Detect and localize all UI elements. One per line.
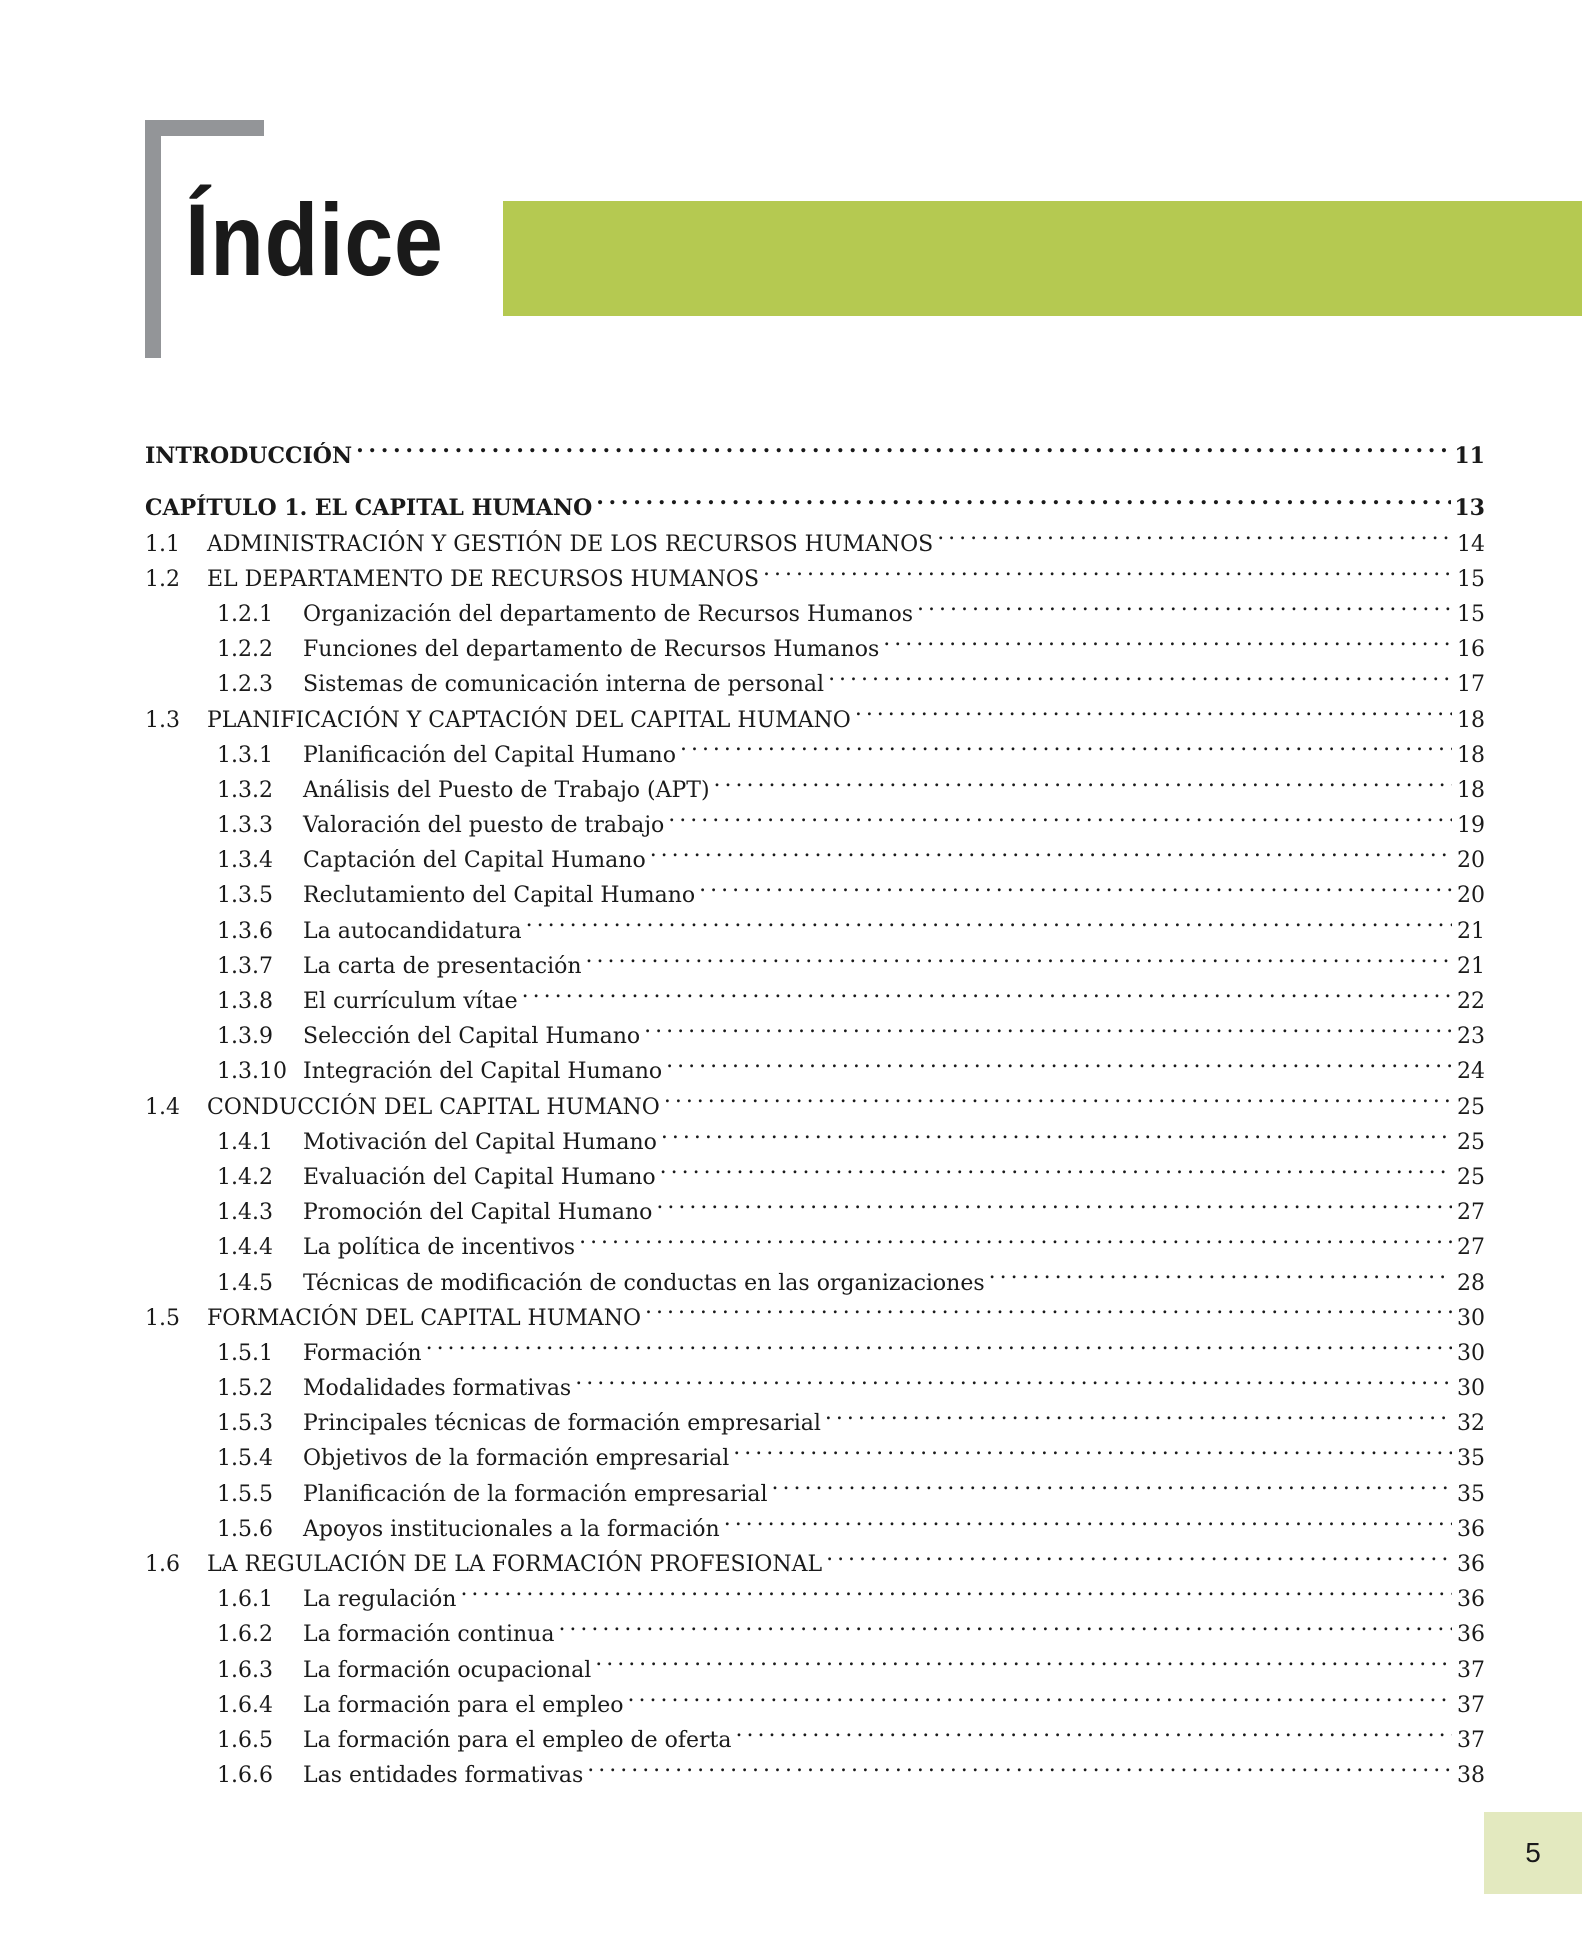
toc-entry-page: 20 <box>1457 848 1485 874</box>
toc-entry-number: 1.4.3 <box>217 1200 273 1226</box>
toc-entry-page: 13 <box>1454 495 1485 522</box>
toc-entry-number: 1.3.2 <box>217 777 273 803</box>
toc-entry-label: La formación para el empleo de oferta <box>303 1727 732 1753</box>
toc-leader-dots <box>650 832 1452 867</box>
toc-entry-number: 1.3.6 <box>217 918 273 944</box>
toc-leader-dots <box>666 1043 1452 1078</box>
toc-entry-number: 1.2.2 <box>217 637 273 663</box>
toc-entry-number: 1.3.10 <box>217 1059 287 1085</box>
toc-entry-page: 27 <box>1457 1200 1485 1226</box>
page-title: Índice <box>185 183 444 297</box>
toc-leader-dots <box>825 1395 1452 1430</box>
toc-leader-dots <box>989 1254 1452 1289</box>
toc-leader-dots <box>656 1184 1452 1219</box>
toc-entry-page: 32 <box>1457 1411 1485 1437</box>
toc-leader-dots <box>937 515 1452 550</box>
toc-entry-label: Captación del Capital Humano <box>303 848 646 874</box>
toc-entry-label: Evaluación del Capital Humano <box>303 1164 656 1190</box>
toc-entry-page: 20 <box>1457 883 1485 909</box>
toc-leader-dots <box>645 1290 1452 1325</box>
toc-entry-label: Formación <box>303 1340 422 1366</box>
toc-entry-label: La regulación <box>303 1587 457 1613</box>
toc-entry-number: 1.6.4 <box>217 1692 273 1718</box>
toc-entry-page: 16 <box>1457 637 1485 663</box>
toc-leader-dots <box>596 480 1451 515</box>
toc-entry-page: 21 <box>1457 953 1485 979</box>
toc-entry-number: 1.3 <box>145 707 180 733</box>
title-accent-band <box>503 201 1582 316</box>
toc-entry-page: 18 <box>1457 777 1485 803</box>
toc-entry-page: 36 <box>1457 1552 1485 1577</box>
toc-entry-number: 1.5.5 <box>217 1481 273 1507</box>
toc-entry-number: 1.3.4 <box>217 848 273 874</box>
toc-entry-number: 1.6.6 <box>217 1763 273 1789</box>
toc-leader-dots <box>826 1536 1452 1571</box>
toc-entry-label: FORMACIÓN DEL CAPITAL HUMANO <box>207 1305 641 1331</box>
toc-entry-label: Modalidades formativas <box>303 1376 572 1402</box>
toc-entry-page: 37 <box>1457 1692 1485 1718</box>
toc-entry-label: Técnicas de modificación de conductas en las organizaciones <box>303 1270 985 1296</box>
toc-entry-label: EL DEPARTAMENTO DE RECURSOS HUMANOS <box>207 566 760 592</box>
toc-entry-page: 28 <box>1457 1270 1485 1296</box>
toc-entry-page: 30 <box>1457 1305 1485 1331</box>
toc-leader-dots <box>772 1465 1452 1500</box>
toc-leader-dots <box>586 938 1452 973</box>
toc-entry-label: Promoción del Capital Humano <box>303 1200 653 1226</box>
toc-entry-label: Planificación de la formación empresarial <box>303 1481 768 1507</box>
toc-entry-page: 25 <box>1457 1129 1485 1155</box>
toc-entry-number: 1.4.4 <box>217 1235 273 1261</box>
title-bracket-vertical <box>145 120 161 358</box>
toc-leader-dots <box>575 1360 1452 1395</box>
toc-leader-dots <box>660 1149 1452 1184</box>
toc-entry-number: 1.6.1 <box>217 1587 273 1613</box>
toc-entry-label: Selección del Capital Humano <box>303 1024 641 1050</box>
toc-entry-page: 15 <box>1457 566 1485 592</box>
toc-entry-number: 1.5.2 <box>217 1376 273 1402</box>
toc-entry-number: 1.5.4 <box>217 1446 273 1472</box>
table-of-contents <box>145 428 1485 1789</box>
toc-entry-label: La formación para el empleo <box>303 1692 624 1718</box>
toc-entry-label: ADMINISTRACIÓN Y GESTIÓN DE LOS RECURSOS HUMANOS <box>207 531 934 557</box>
toc-entry-page: 37 <box>1457 1657 1485 1683</box>
toc-entry-number: 1.3.7 <box>217 953 273 979</box>
toc-entry-label: CAPÍTULO 1. EL CAPITAL HUMANO <box>145 495 593 522</box>
toc-entry-page: 36 <box>1457 1622 1485 1648</box>
toc-leader-dots <box>668 797 1452 832</box>
title-bracket-horizontal <box>145 120 264 136</box>
toc-entry <box>145 428 1485 470</box>
toc-leader-dots <box>595 1641 1452 1676</box>
toc-entry-page: 17 <box>1457 672 1485 698</box>
toc-entry-number: 1.4.1 <box>217 1129 273 1155</box>
toc-entry-number: 1.2.1 <box>217 601 273 627</box>
toc-entry-page: 19 <box>1457 813 1485 839</box>
toc-entry-page: 36 <box>1457 1516 1485 1542</box>
toc-entry-page: 11 <box>1454 443 1485 470</box>
toc-leader-dots <box>699 867 1452 902</box>
toc-entry-number: 1.3.5 <box>217 883 273 909</box>
toc-entry-number: 1.5.6 <box>217 1516 273 1542</box>
toc-entry-number: 1.4.5 <box>217 1270 273 1296</box>
toc-entry-label: La política de incentivos <box>303 1235 576 1261</box>
toc-entry-page: 35 <box>1457 1481 1485 1507</box>
toc-leader-dots <box>644 1008 1452 1043</box>
toc-leader-dots <box>724 1501 1452 1536</box>
toc-entry-number: 1.4.2 <box>217 1164 273 1190</box>
toc-entry-label: La carta de presentación <box>303 953 582 979</box>
toc-entry-label: Planificación del Capital Humano <box>303 742 676 768</box>
toc-leader-dots <box>714 762 1452 797</box>
toc-entry-label: Objetivos de la formación empresarial <box>303 1446 730 1472</box>
toc-leader-dots <box>460 1571 1452 1606</box>
toc-leader-dots <box>628 1677 1452 1712</box>
toc-entry <box>145 480 1485 522</box>
toc-entry-number: 1.6.3 <box>217 1657 273 1683</box>
toc-entry-number: 1.6 <box>145 1552 180 1577</box>
toc-leader-dots <box>522 973 1452 1008</box>
toc-entry-page: 14 <box>1457 531 1485 557</box>
toc-entry-number: 1.5 <box>145 1305 180 1331</box>
toc-entry-label: La formación ocupacional <box>303 1657 592 1683</box>
toc-entry-number: 1.2 <box>145 566 180 592</box>
toc-entry-number: 1.3.1 <box>217 742 273 768</box>
toc-entry-number: 1.3.9 <box>217 1024 273 1050</box>
toc-entry-number: 1.5.1 <box>217 1340 273 1366</box>
toc-entry-label: INTRODUCCIÓN <box>145 443 353 470</box>
toc-leader-dots <box>579 1219 1452 1254</box>
toc-leader-dots <box>735 1712 1452 1747</box>
toc-entry-page: 23 <box>1457 1024 1485 1050</box>
toc-leader-dots <box>664 1078 1452 1113</box>
toc-leader-dots <box>356 428 1451 463</box>
toc-leader-dots <box>883 621 1452 656</box>
toc-entry-page: 21 <box>1457 918 1485 944</box>
page-number: 5 <box>1525 1837 1541 1868</box>
toc-entry-label: Organización del departamento de Recursos Humanos <box>303 601 914 627</box>
toc-entry-label: Valoración del puesto de trabajo <box>303 813 665 839</box>
toc-entry-page: 25 <box>1457 1094 1485 1120</box>
toc-entry-label: La formación continua <box>303 1622 555 1648</box>
toc-entry-page: 38 <box>1457 1763 1485 1789</box>
toc-entry-page: 24 <box>1457 1059 1485 1085</box>
toc-leader-dots <box>763 551 1452 586</box>
toc-leader-dots <box>828 656 1452 691</box>
toc-leader-dots <box>526 902 1452 937</box>
toc-entry-number: 1.6.5 <box>217 1727 273 1753</box>
toc-leader-dots <box>733 1430 1452 1465</box>
toc-entry-number: 1.1 <box>145 531 180 557</box>
toc-entry-page: 36 <box>1457 1587 1485 1613</box>
toc-entry-label: Funciones del departamento de Recursos Humanos <box>303 637 880 663</box>
toc-entry-page: 37 <box>1457 1727 1485 1753</box>
toc-entry-page: 25 <box>1457 1164 1485 1190</box>
toc-entry-page: 27 <box>1457 1235 1485 1261</box>
toc-entry-label: PLANIFICACIÓN Y CAPTACIÓN DEL CAPITAL HUMANO <box>207 707 851 733</box>
toc-entry-number: 1.3.8 <box>217 989 273 1014</box>
toc-entry-page: 18 <box>1457 742 1485 768</box>
toc-entry-page: 30 <box>1457 1340 1485 1366</box>
toc-entry-label: Reclutamiento del Capital Humano <box>303 883 696 909</box>
toc-entry-page: 15 <box>1457 601 1485 627</box>
toc-entry-label: Análisis del Puesto de Trabajo (APT) <box>303 777 710 803</box>
toc-entry-label: Integración del Capital Humano <box>303 1059 663 1085</box>
toc-leader-dots <box>426 1325 1452 1360</box>
toc-entry-number: 1.5.3 <box>217 1411 273 1437</box>
toc-entry-number: 1.6.2 <box>217 1622 273 1648</box>
toc-entry-page: 18 <box>1457 707 1485 733</box>
toc-leader-dots <box>587 1747 1452 1782</box>
toc-leader-dots <box>855 691 1452 726</box>
page-number-box <box>1484 1812 1582 1894</box>
toc-entry-label: La autocandidatura <box>303 918 522 944</box>
toc-entry-label: Sistemas de comunicación interna de personal <box>303 672 825 698</box>
toc-leader-dots <box>558 1606 1452 1641</box>
toc-leader-dots <box>917 586 1452 621</box>
toc-entry-label: CONDUCCIÓN DEL CAPITAL HUMANO <box>207 1094 660 1120</box>
toc-entry-number: 1.2.3 <box>217 672 273 698</box>
toc-entry-label: LA REGULACIÓN DE LA FORMACIÓN PROFESIONAL <box>207 1552 823 1577</box>
toc-entry-page: 30 <box>1457 1376 1485 1402</box>
toc-entry-number: 1.3.3 <box>217 813 273 839</box>
toc-entry-label: El currículum vítae <box>303 989 518 1014</box>
toc-leader-dots <box>661 1114 1452 1149</box>
toc-entry-number: 1.4 <box>145 1094 180 1120</box>
toc-entry-label: Apoyos institucionales a la formación <box>303 1516 720 1542</box>
toc-entry-label: Las entidades formativas <box>303 1763 584 1789</box>
toc-entry-page: 22 <box>1457 989 1485 1014</box>
toc-entry-label: Principales técnicas de formación empresarial <box>303 1411 821 1437</box>
toc-entry-label: Motivación del Capital Humano <box>303 1129 657 1155</box>
toc-entry-page: 35 <box>1457 1446 1485 1472</box>
toc-leader-dots <box>680 727 1452 762</box>
